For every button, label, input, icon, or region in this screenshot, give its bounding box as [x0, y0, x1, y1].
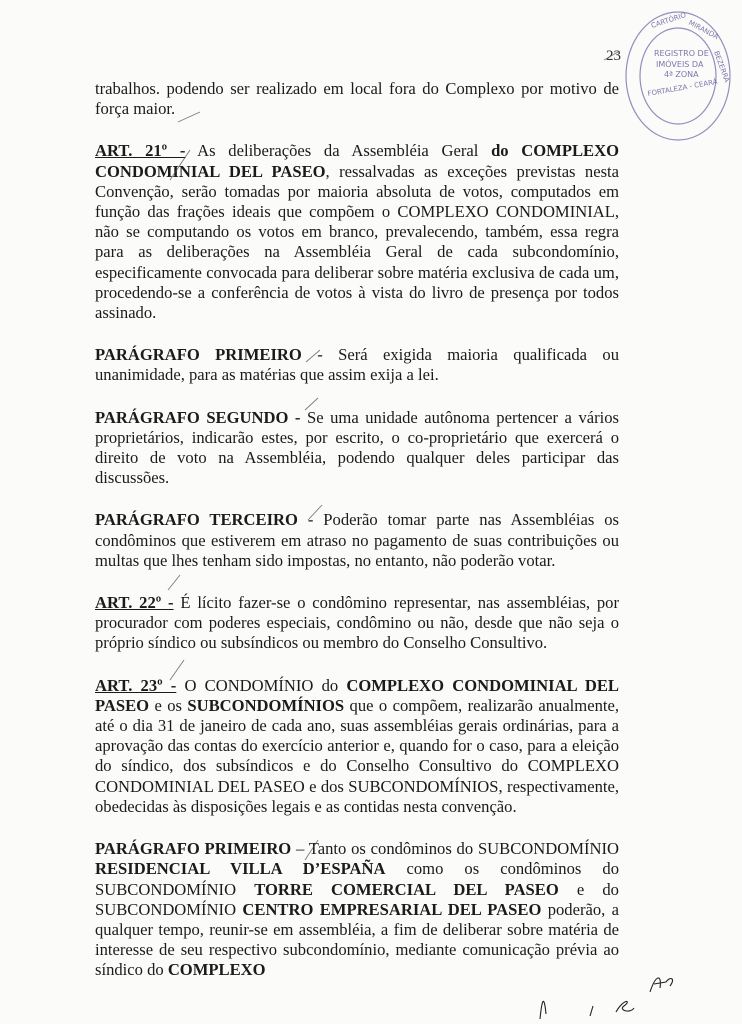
article-23: ART. 23º - O CONDOMÍNIO do COMPLEXO CONDOMINIAL DEL PASEO e os SUBCONDOMÍNIOS que o compõem, realizarão anualmente, até o dia 31 de janeiro de cada ano, suas assembléias gerais ordinárias, para a aprovação das contas do exercício anterior e, quando for o caso, para a eleição do síndico, dos subsíndicos e do Conselho Consultivo do COMPLEXO CONDOMINIAL DEL PASEO e dos SUBCONDOMÍNIOS, respectivamente, obedecidas às disposições legais e as contidas nesta convenção.: [95, 675, 619, 816]
page-number: 23: [606, 48, 621, 64]
signature-initials: [520, 954, 700, 1024]
svg-text:REGISTRO DE: REGISTRO DE: [654, 49, 709, 58]
notary-stamp: [622, 4, 734, 144]
document-body: [95, 79, 619, 981]
paragraph-segundo: PARÁGRAFO SEGUNDO - Se uma unidade autônoma pertencer a vários proprietários, indicarão estes, por escrito, o co-proprietário que exercerá o direito de voto na Assembléia, podendo qualquer deles participar das discussões.: [95, 407, 619, 488]
svg-text:IMÓVEIS DA: IMÓVEIS DA: [656, 60, 704, 69]
svg-text:4ª ZONA: 4ª ZONA: [664, 70, 699, 79]
article-23-paragraph-primeiro: PARÁGRAFO PRIMEIRO – Tanto os condôminos do SUBCONDOMÍNIO RESIDENCIAL VILLA D’ESPAÑA como os condôminos do SUBCONDOMÍNIO TORRE COMERCIAL DEL PASEO e do SUBCONDOMÍNIO CENTRO EMPRESARIAL DEL PASEO poderão, a qualquer tempo, reunir-se em assembléia, a fim de deliberar sobre matéria de interesse de seu respectivo subcondomínio, mediante comunicação prévia ao síndico do COMPLEXO: [95, 839, 619, 980]
paragraph-terceiro: PARÁGRAFO TERCEIRO - Poderão tomar parte nas Assembléias os condôminos que estiverem em atraso no pagamento de suas contribuições ou multas que lhes tenham sido impostas, no entanto, não poderão votar.: [95, 510, 619, 570]
svg-text:CARTÓRIO: CARTÓRIO: [650, 11, 688, 30]
article-22: ART. 22º - É lícito fazer-se o condômino representar, nas assembléias, por procurador com poderes especiais, condômino ou não, desde que não seja o próprio síndico ou subsíndicos ou membro do Conselho Consultivo.: [95, 593, 619, 653]
svg-text:BEZERRA: BEZERRA: [712, 49, 731, 84]
paragraph-primeiro: PARÁGRAFO PRIMEIRO - Será exigida maioria qualificada ou unanimidade, para as matérias que assim exija a lei.: [95, 345, 619, 385]
article-21: ART. 21º - As deliberações da Assembléia Geral do COMPLEXO CONDOMINIAL DEL PASEO, ressalvadas as exceções previstas nesta Convenção, serão tomadas por maioria absoluta de votos, computados em função das frações ideais que compõem o COMPLEXO CONDOMINIAL, não se computando os votos em branco, prevalecendo, também, essa regra para as deliberações na Assembléia Geral de cada subcondomínio, especificamente convocada para deliberar sobre matéria exclusiva de cada um, procedendo-se a conferência de votos à vista do livro de presença por todos assinado.: [95, 141, 620, 323]
paragraph-continuation: trabalhos. podendo ser realizado em local fora do Complexo por motivo de força maior.: [95, 79, 619, 119]
svg-text:FORTALEZA - CEARÁ: FORTALEZA - CEARÁ: [646, 77, 719, 98]
svg-text:MIRANDA: MIRANDA: [687, 18, 720, 42]
